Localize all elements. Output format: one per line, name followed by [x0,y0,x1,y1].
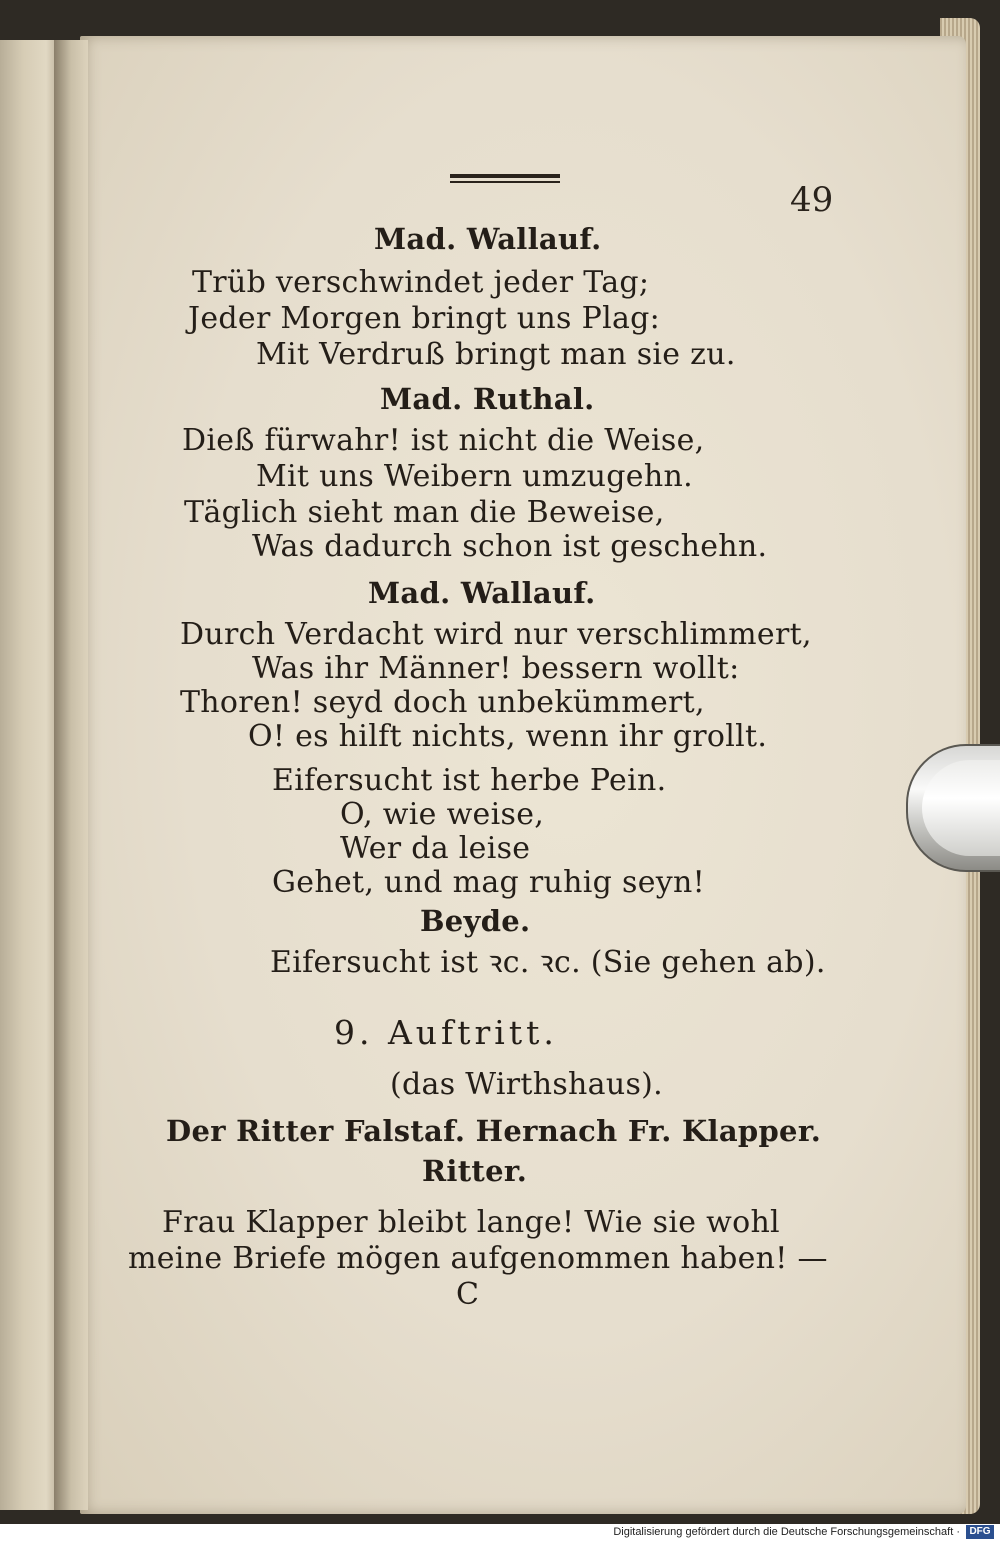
prose-line: meine Briefe mögen aufgenommen haben! — [128,1241,828,1276]
verse-line: Wer da leise [340,831,531,866]
scene-heading: 9. Auftritt. [334,1013,558,1052]
speaker-line: Mad. Wallauf. [368,576,596,610]
signature-mark: C [456,1277,480,1312]
prose-line: Frau Klapper bleibt lange! Wie sie wohl [162,1205,780,1240]
page-number: 49 [790,180,834,220]
verse-line: Mit Verdruß bringt man sie zu. [256,337,736,372]
verse-line: O, wie weise, [340,797,545,832]
verse-line: Eifersucht ist ꝛc. ꝛc. (Sie gehen ab). [270,945,826,980]
verse-line: Täglich sieht man die Beweise, [184,495,665,530]
dfg-logo: DFG [966,1525,994,1539]
speaker-line: Mad. Ruthal. [380,382,595,416]
verse-line: Trüb verschwindet jeder Tag; [192,265,650,300]
stage-direction: (das Wirthshaus). [390,1067,664,1102]
header-rule [450,174,560,183]
verse-line: Gehet, und mag ruhig seyn! [272,865,705,900]
speaker-line: Mad. Wallauf. [374,222,602,256]
verse-line: O! es hilft nichts, wenn ihr grollt. [248,719,768,754]
cast-line: Der Ritter Falstaf. Hernach Fr. Klapper. [166,1114,822,1148]
verse-line: Eifersucht ist herbe Pein. [272,763,667,798]
verse-line: Durch Verdacht wird nur verschlimmert, [180,617,812,652]
verse-line: Was dadurch schon ist geschehn. [252,529,768,564]
footer-credit: Digitalisierung gefördert durch die Deutsche Forschungsgemeinschaft · [613,1526,960,1538]
speaker-line: Beyde. [420,904,531,938]
verse-line: Dieß fürwahr! ist nicht die Weise, [182,423,705,458]
speaker-line: Ritter. [422,1154,528,1188]
verse-line: Jeder Morgen bringt uns Plag: [188,301,661,336]
verse-line: Was ihr Männer! bessern wollt: [252,651,740,686]
book-gutter [54,40,88,1510]
verse-line: Thoren! seyd doch unbekümmert, [180,685,705,720]
verse-line: Mit uns Weibern umzugehn. [256,459,693,494]
